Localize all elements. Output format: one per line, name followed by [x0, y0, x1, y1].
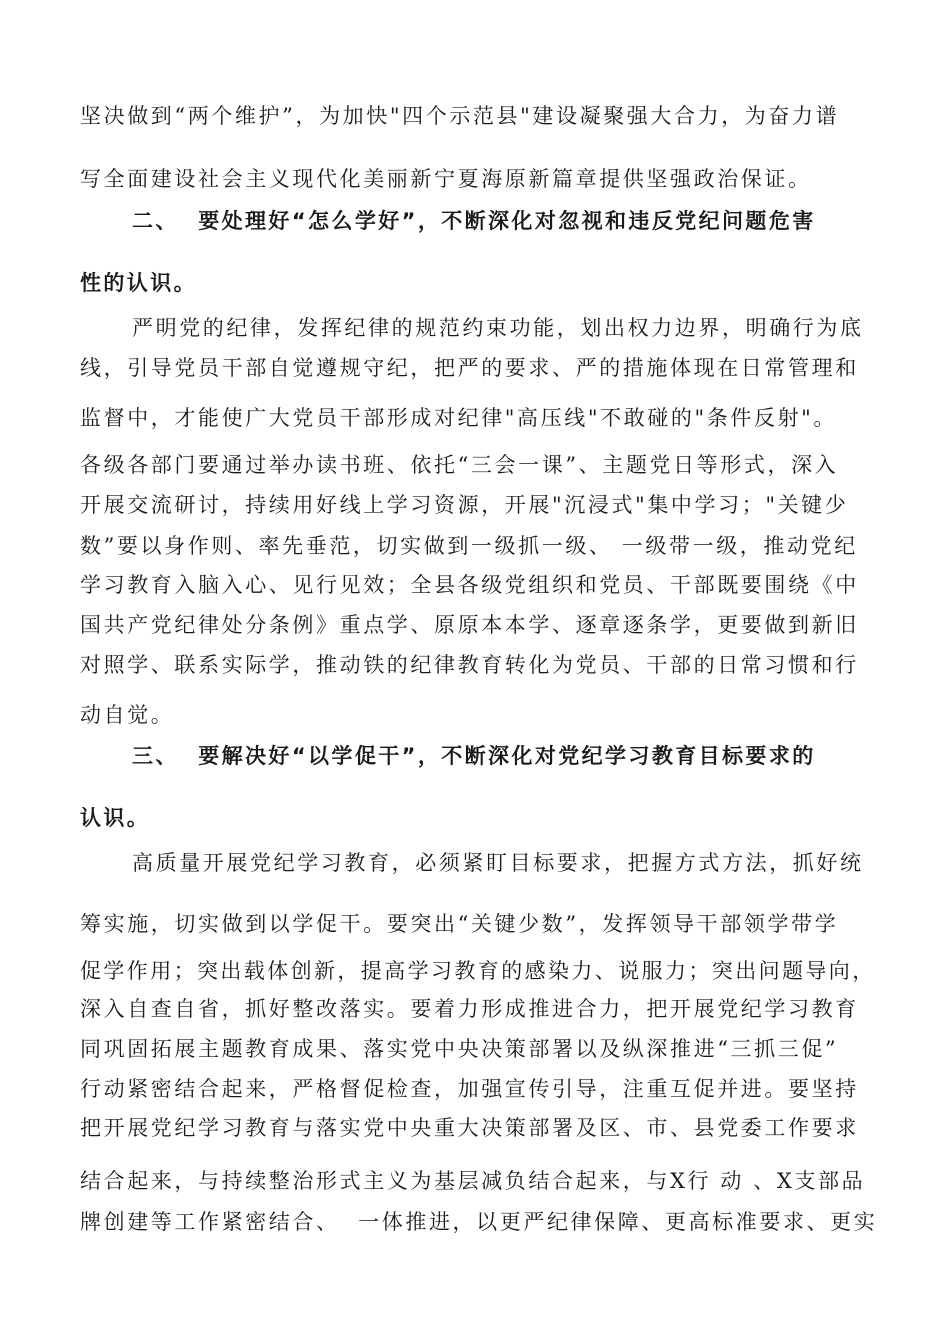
text-line: 监督中，才能使广大党员干部形成对纪律"高压线"不敢碰的"条件反射"。: [80, 406, 838, 430]
text-line: 国共产党纪律处分条例》重点学、原原本本学、逐章逐条学，更要做到新旧: [80, 613, 859, 637]
text-line: 线，引导党员干部自觉遵规守纪，把严的要求、严的措施体现在日常管理和: [80, 356, 859, 380]
text-line: 深入自查自省，抓好整改落实。要着力形成推进合力，把开展党纪学习教育: [80, 997, 859, 1021]
text-line: 把开展党纪学习教育与落实党中央重大决策部署及区、市、县党委工作要求: [80, 1116, 859, 1140]
text-line: 开展交流研讨，持续用好线上学习资源，开展"沉浸式"集中学习；"关键少: [80, 493, 849, 517]
text-line: 动自觉。: [80, 703, 175, 727]
text-line: 牌创建等工作紧密结合、 一体推进，以更严纪律保障、更高标准要求、更实: [80, 1210, 878, 1234]
text-line: 数”要以身作则、率先垂范，切实做到一级抓一级、 一级带一级，推动党纪: [80, 534, 858, 558]
text-line: 结合起来，与持续整治形式主义为基层减负结合起来，与X行 动 、X支部品: [80, 1169, 866, 1193]
section-heading: 三、 要解决好“以学促干”，不断深化对党纪学习教育目标要求的: [132, 744, 816, 768]
text-line: 高质量开展党纪学习教育，必须紧盯目标要求，把握方式方法，抓好统: [132, 851, 864, 875]
text-line: 促学作用；突出载体创新，提高学习教育的感染力、说服力；突出问题导向，: [80, 959, 876, 983]
text-line: 学习教育入脑入心、见行见效；全县各级党组织和党员、干部既要围绕《中: [80, 573, 859, 597]
section-heading: 性的认识。: [80, 271, 197, 295]
text-line: 筹实施，切实做到以学促干。要突出“关键少数”，发挥领导干部领学带学: [80, 912, 839, 936]
text-line: 行动紧密结合起来，严格督促检查，加强宣传引导，注重互促并进。要坚持: [80, 1077, 859, 1101]
text-line: 对照学、联系实际学，推动铁的纪律教育转化为党员、干部的日常习惯和行: [80, 653, 859, 677]
text-line: 各级各部门要通过举办读书班、依托“三会一课”、主题党日等形式，深入: [80, 453, 839, 477]
text-line: 写全面建设社会主义现代化美丽新宁夏海原新篇章提供坚强政治保证。: [80, 167, 812, 191]
text-line: 同巩固拓展主题教育成果、落实党中央决策部署以及纵深推进“三抓三促”: [80, 1037, 839, 1061]
text-line: 坚决做到“两个维护”，为加快"四个示范县"建设凝聚强大合力，为奋力谱: [80, 104, 840, 128]
section-heading: 认识。: [80, 806, 151, 830]
section-heading: 二、 要处理好“怎么学好”，不断深化对忽视和违反党纪问题危害: [132, 209, 816, 233]
text-line: 严明党的纪律，发挥纪律的规范约束功能，划出权力边界，明确行为底: [132, 316, 864, 340]
